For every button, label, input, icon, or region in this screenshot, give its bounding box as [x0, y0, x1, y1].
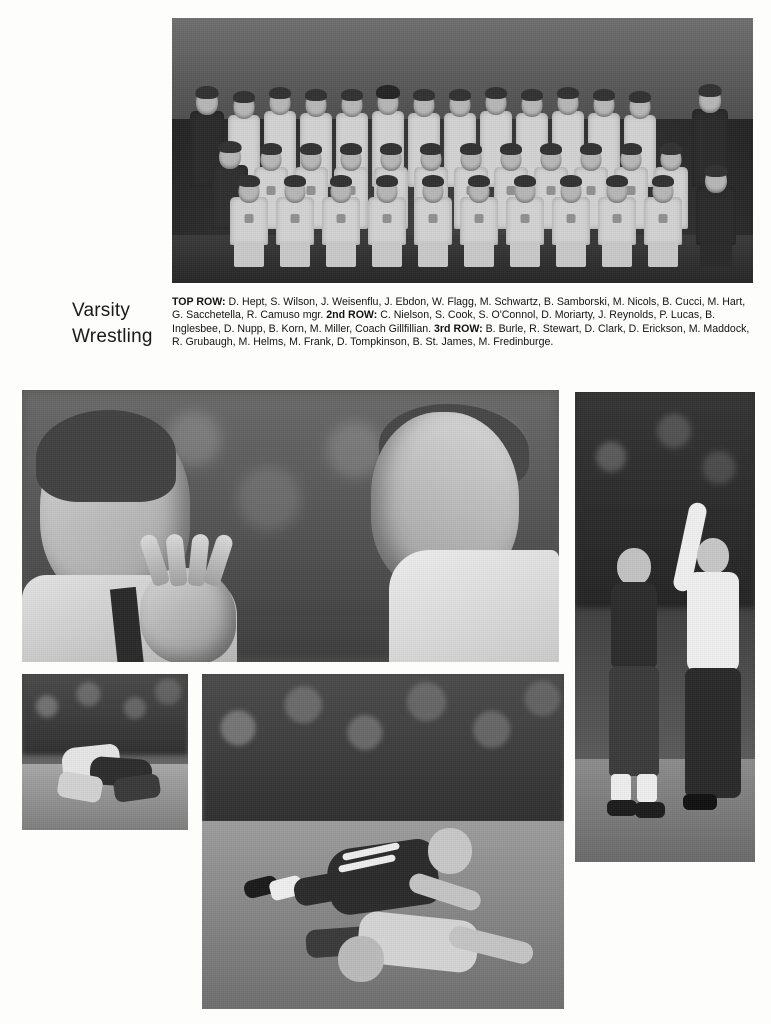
third-row-label: 3rd ROW:: [434, 322, 483, 335]
team-photo: [172, 18, 753, 283]
team-member: [230, 183, 268, 267]
team-member: [644, 183, 682, 267]
pinning-photo: [202, 674, 564, 1009]
coach-hair: [36, 410, 176, 502]
towel: [389, 550, 559, 662]
team-member: [322, 183, 360, 267]
second-row-names: C. Nielson, S. Cook, S. O'Connol, D. Moriarty, J. Reynolds, P. Lucas, B. Inglesbee, D. Nupp, B. Korn, M. Miller, Coach Gillfillian.: [172, 309, 716, 335]
top-row-names: D. Hept, S. Wilson, J. Weisenflu, J. Ebdon, W. Flagg, M. Schwartz, B. Samborski, M. Nicols, B. Cucci, M. Hart, G. Sacchetella, R. Camuso mgr.: [172, 296, 746, 322]
page-title: [72, 298, 172, 350]
starting-position-photo: [22, 674, 188, 830]
team-member: [414, 183, 452, 267]
page-title-line-1: Varsity: [72, 300, 131, 321]
referee-figure: [673, 502, 747, 832]
team-member: [696, 171, 736, 267]
wrestler-standing: [603, 582, 665, 822]
coach-closeup-photo: [22, 390, 559, 662]
page-title-line-2: Wrestling: [72, 326, 153, 347]
top-row-label: TOP ROW:: [172, 296, 226, 308]
team-member: [506, 183, 544, 267]
team-member: [460, 183, 498, 267]
crowd-background: [202, 674, 564, 828]
coach-hand: [140, 568, 236, 662]
second-row-label: 2nd ROW:: [326, 309, 378, 322]
third-row-names: B. Burle, R. Stewart, D. Clark, D. Erickson, M. Maddock, R. Grubaugh, M. Helms, M. Frank, D. Tompkinson, B. St. James, M. Fredinburge.: [172, 322, 750, 349]
wrestler-top: [288, 844, 488, 956]
team-member: [368, 183, 406, 267]
team-member: [598, 183, 636, 267]
roster-caption: [172, 296, 755, 350]
team-member: [552, 183, 590, 267]
team-member: [276, 183, 314, 267]
referee-photo: [575, 392, 755, 862]
wrestler-pair: [56, 740, 166, 810]
